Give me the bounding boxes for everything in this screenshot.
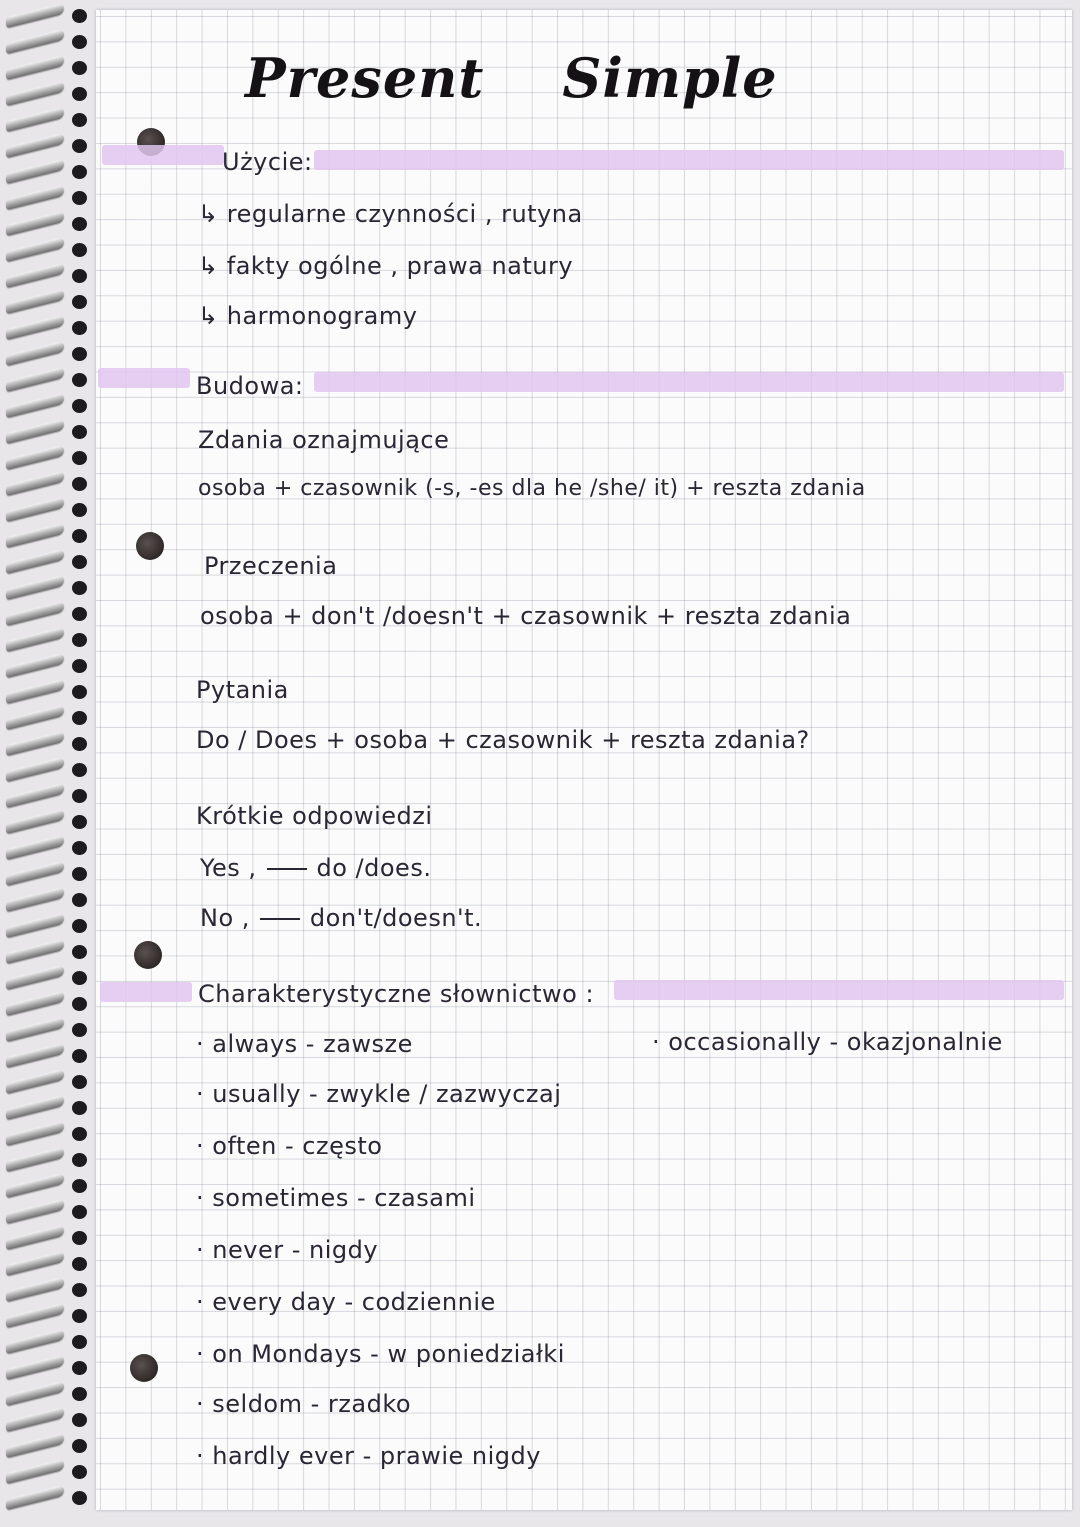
spiral-coil	[6, 268, 90, 284]
coil-wire	[6, 107, 64, 132]
coil-hole	[72, 607, 87, 621]
coil-wire	[6, 1329, 64, 1354]
coil-wire	[6, 1407, 64, 1432]
blank-line	[267, 868, 307, 870]
coil-hole	[72, 1049, 87, 1063]
coil-wire	[6, 1173, 64, 1198]
coil-wire	[6, 341, 64, 366]
spiral-coil	[6, 1152, 90, 1168]
coil-hole	[72, 1075, 87, 1089]
spiral-coil	[6, 1048, 90, 1064]
spiral-coil	[6, 34, 90, 50]
coil-hole	[72, 269, 87, 283]
vocab-item: · usually - zwykle / zazwyczaj	[196, 1080, 562, 1108]
coil-wire	[6, 549, 64, 574]
spiral-coil	[6, 840, 90, 856]
coil-hole	[72, 425, 87, 439]
usage-item: ↳ harmonogramy	[198, 302, 418, 330]
spiral-coil	[6, 866, 90, 882]
coil-hole	[72, 789, 87, 803]
coil-wire	[6, 913, 64, 938]
coil-wire	[6, 3, 64, 28]
coil-hole	[72, 191, 87, 205]
questions-formula: Do / Does + osoba + czasownik + reszta zdania?	[196, 726, 810, 754]
coil-wire	[6, 29, 64, 54]
highlight-structure-left	[98, 368, 190, 388]
structure-heading: Budowa:	[196, 372, 304, 400]
coil-hole	[72, 555, 87, 569]
vocab-item: · every day - codziennie	[196, 1288, 496, 1316]
coil-hole	[72, 347, 87, 361]
spiral-coil	[6, 190, 90, 206]
negative-label: Przeczenia	[204, 552, 338, 580]
coil-wire	[6, 497, 64, 522]
coil-wire	[6, 1121, 64, 1146]
affirmative-label: Zdania oznajmujące	[198, 426, 450, 454]
coil-hole	[72, 1153, 87, 1167]
coil-hole	[72, 581, 87, 595]
vocab-item: · sometimes - czasami	[196, 1184, 476, 1212]
coil-wire	[6, 367, 64, 392]
spiral-coil	[6, 1282, 90, 1298]
coil-hole	[72, 1439, 87, 1453]
coil-wire	[6, 133, 64, 158]
spiral-coil	[6, 1412, 90, 1428]
spiral-coil	[6, 1230, 90, 1246]
coil-wire	[6, 757, 64, 782]
short-no-prefix: No ,	[200, 904, 250, 932]
coil-wire	[6, 1381, 64, 1406]
coil-hole	[72, 997, 87, 1011]
punch-hole	[136, 532, 164, 560]
coil-hole	[72, 399, 87, 413]
spiral-coil	[6, 1100, 90, 1116]
punch-hole	[130, 1354, 158, 1382]
spiral-coil	[6, 1386, 90, 1402]
spiral-coil	[6, 1022, 90, 1038]
coil-hole	[72, 659, 87, 673]
coil-hole	[72, 1101, 87, 1115]
highlight-structure-right	[314, 372, 1064, 392]
spiral-coil	[6, 1178, 90, 1194]
coil-wire	[6, 55, 64, 80]
coil-wire	[6, 601, 64, 626]
spiral-coil	[6, 424, 90, 440]
coil-hole	[72, 1283, 87, 1297]
spiral-coil	[6, 164, 90, 180]
notebook-page	[96, 10, 1072, 1510]
title-word-simple: Simple	[562, 46, 778, 110]
spiral-coil	[6, 216, 90, 232]
spiral-coil	[6, 918, 90, 934]
vocab-item: · seldom - rzadko	[196, 1390, 412, 1418]
coil-hole	[72, 1179, 87, 1193]
coil-hole	[72, 1387, 87, 1401]
coil-hole	[72, 633, 87, 647]
short-yes-suffix: do /does.	[316, 854, 432, 882]
coil-wire	[6, 185, 64, 210]
vocab-item: · always - zawsze	[196, 1030, 413, 1058]
short-answer-no	[200, 904, 482, 932]
coil-hole	[72, 763, 87, 777]
coil-hole	[72, 1127, 87, 1141]
spiral-coil	[6, 892, 90, 908]
coil-wire	[6, 1433, 64, 1458]
coil-wire	[6, 419, 64, 444]
coil-wire	[6, 887, 64, 912]
coil-hole	[72, 815, 87, 829]
spiral-coil	[6, 112, 90, 128]
usage-heading: Użycie:	[222, 148, 313, 176]
coil-hole	[72, 893, 87, 907]
coil-hole	[72, 1309, 87, 1323]
coil-hole	[72, 165, 87, 179]
coil-wire	[6, 393, 64, 418]
coil-wire	[6, 939, 64, 964]
coil-hole	[72, 711, 87, 725]
coil-wire	[6, 809, 64, 834]
spiral-coil	[6, 86, 90, 102]
vocab-item: · often - często	[196, 1132, 383, 1160]
coil-hole	[72, 243, 87, 257]
coil-wire	[6, 731, 64, 756]
highlight-vocab-left	[100, 982, 192, 1002]
blank-line	[260, 918, 300, 920]
spiral-coil	[6, 736, 90, 752]
coil-hole	[72, 9, 87, 23]
coil-wire	[6, 1355, 64, 1380]
usage-item: ↳ fakty ogólne , prawa natury	[198, 252, 574, 280]
spiral-coil	[6, 1126, 90, 1142]
coil-wire	[6, 705, 64, 730]
spiral-coil	[6, 1074, 90, 1090]
coil-hole	[72, 61, 87, 75]
coil-wire	[6, 835, 64, 860]
spiral-coil	[6, 1464, 90, 1480]
coil-hole	[72, 477, 87, 491]
coil-hole	[72, 503, 87, 517]
spiral-coil	[6, 8, 90, 24]
usage-item: ↳ regularne czynności , rutyna	[198, 200, 583, 228]
spiral-coil	[6, 528, 90, 544]
punch-hole	[134, 941, 162, 969]
coil-wire	[6, 1459, 64, 1484]
coil-wire	[6, 783, 64, 808]
vocab-item: · hardly ever - prawie nigdy	[196, 1442, 541, 1470]
spiral-coil	[6, 1438, 90, 1454]
coil-wire	[6, 1225, 64, 1250]
coil-wire	[6, 445, 64, 470]
coil-hole	[72, 1257, 87, 1271]
vocab-item: · never - nigdy	[196, 1236, 379, 1264]
coil-wire	[6, 1017, 64, 1042]
short-answers-label: Krótkie odpowiedzi	[196, 802, 433, 830]
spiral-coil	[6, 346, 90, 362]
highlight-usage-left	[102, 145, 224, 165]
coil-hole	[72, 919, 87, 933]
coil-hole	[72, 971, 87, 985]
coil-wire	[6, 1251, 64, 1276]
coil-hole	[72, 217, 87, 231]
coil-wire	[6, 211, 64, 236]
spiral-coil	[6, 138, 90, 154]
coil-hole	[72, 321, 87, 335]
short-answer-yes	[200, 854, 431, 882]
coil-wire	[6, 1199, 64, 1224]
coil-wire	[6, 471, 64, 496]
spiral-coil	[6, 1308, 90, 1324]
coil-wire	[6, 289, 64, 314]
spiral-coil	[6, 60, 90, 76]
spiral-coil	[6, 294, 90, 310]
coil-hole	[72, 1205, 87, 1219]
coil-hole	[72, 529, 87, 543]
affirmative-formula: osoba + czasownik (-s, -es dla he /she/ it) + reszta zdania	[198, 476, 866, 501]
coil-wire	[6, 1147, 64, 1172]
coil-hole	[72, 867, 87, 881]
spiral-coil	[6, 502, 90, 518]
spiral-coil	[6, 1360, 90, 1376]
spiral-coil	[6, 684, 90, 700]
coil-wire	[6, 1095, 64, 1120]
coil-wire	[6, 653, 64, 678]
spiral-coil	[6, 398, 90, 414]
coil-hole	[72, 1465, 87, 1479]
coil-hole	[72, 1231, 87, 1245]
coil-wire	[6, 263, 64, 288]
spiral-coil	[6, 242, 90, 258]
coil-wire	[6, 679, 64, 704]
page-title	[245, 46, 778, 110]
spiral-coil	[6, 632, 90, 648]
short-no-suffix: don't/doesn't.	[309, 904, 483, 932]
coil-wire	[6, 81, 64, 106]
coil-wire	[6, 575, 64, 600]
spiral-coil	[6, 580, 90, 596]
coil-wire	[6, 627, 64, 652]
spiral-coil	[6, 814, 90, 830]
negative-formula: osoba + don't /doesn't + czasownik + reszta zdania	[200, 602, 852, 630]
spiral-coil	[6, 710, 90, 726]
spiral-coil	[6, 606, 90, 622]
coil-hole	[72, 295, 87, 309]
coil-hole	[72, 1361, 87, 1375]
questions-label: Pytania	[196, 676, 289, 704]
coil-wire	[6, 861, 64, 886]
spiral-coil	[6, 372, 90, 388]
spiral-coil	[6, 996, 90, 1012]
coil-hole	[72, 841, 87, 855]
vocab-item: · on Mondays - w poniedziałki	[196, 1340, 565, 1368]
spiral-binding	[0, 0, 96, 1527]
spiral-coil	[6, 1334, 90, 1350]
coil-hole	[72, 685, 87, 699]
coil-wire	[6, 1043, 64, 1068]
coil-wire	[6, 1485, 64, 1510]
coil-wire	[6, 965, 64, 990]
spiral-coil	[6, 554, 90, 570]
coil-hole	[72, 737, 87, 751]
coil-hole	[72, 451, 87, 465]
coil-hole	[72, 113, 87, 127]
title-word-present: Present	[245, 46, 485, 110]
spiral-coil	[6, 450, 90, 466]
spiral-coil	[6, 970, 90, 986]
coil-wire	[6, 237, 64, 262]
coil-wire	[6, 315, 64, 340]
spiral-coil	[6, 320, 90, 336]
coil-hole	[72, 1491, 87, 1505]
spiral-coil	[6, 762, 90, 778]
coil-wire	[6, 991, 64, 1016]
short-yes-prefix: Yes ,	[200, 854, 257, 882]
coil-wire	[6, 1069, 64, 1094]
coil-hole	[72, 35, 87, 49]
spiral-coil	[6, 1490, 90, 1506]
spiral-coil	[6, 788, 90, 804]
spiral-coil	[6, 1204, 90, 1220]
coil-hole	[72, 373, 87, 387]
coil-wire	[6, 159, 64, 184]
coil-hole	[72, 1413, 87, 1427]
highlight-usage-right	[314, 150, 1064, 170]
spiral-coil	[6, 658, 90, 674]
coil-hole	[72, 1023, 87, 1037]
coil-hole	[72, 87, 87, 101]
coil-hole	[72, 139, 87, 153]
spiral-coil	[6, 1256, 90, 1272]
coil-hole	[72, 945, 87, 959]
highlight-vocab-right	[614, 980, 1064, 1000]
spiral-coil	[6, 476, 90, 492]
vocabulary-heading: Charakterystyczne słownictwo :	[198, 980, 595, 1008]
coil-wire	[6, 1303, 64, 1328]
spiral-coil	[6, 944, 90, 960]
coil-hole	[72, 1335, 87, 1349]
coil-wire	[6, 1277, 64, 1302]
vocab-item-right: · occasionally - okazjonalnie	[652, 1028, 1003, 1056]
coil-wire	[6, 523, 64, 548]
